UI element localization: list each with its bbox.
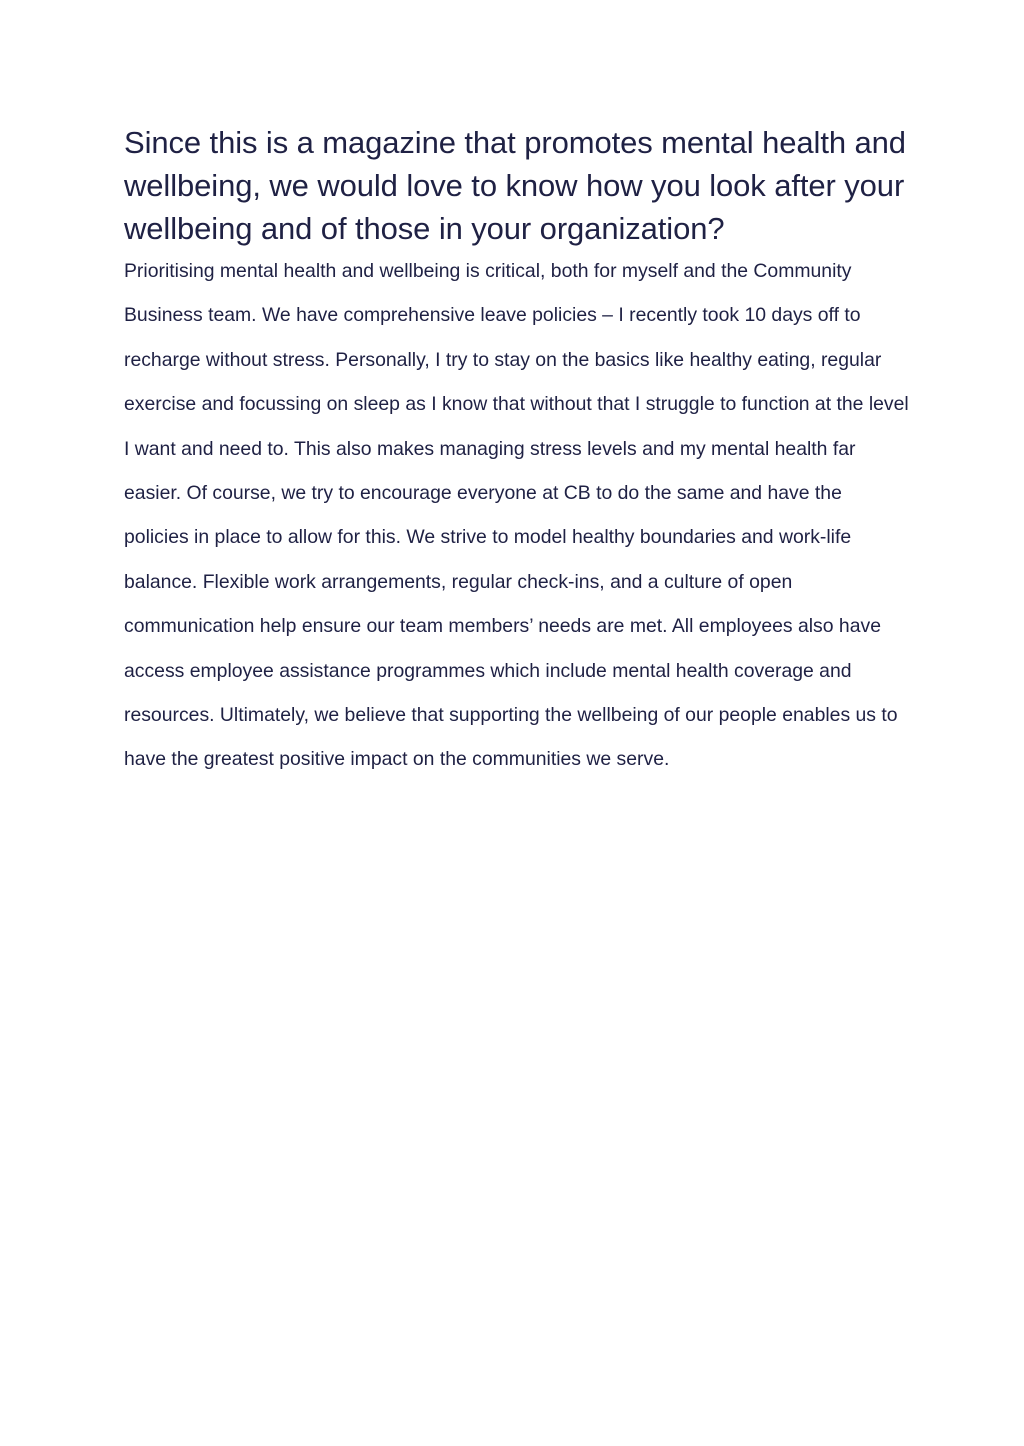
interview-question: Since this is a magazine that promotes mental health and wellbeing, we would love to know how you look after your wellbeing and of those in your organization? bbox=[124, 125, 906, 246]
article-section bbox=[124, 121, 909, 782]
interview-answer: Prioritising mental health and wellbeing is critical, both for myself and the Community Business team. We have comprehensive leave policies – I recently took 10 days off to recharge without stress. Personally, I try to stay on the basics like healthy eating, regular exercise and focussing on sleep as I know that without that I struggle to function at the level I want and need to. This also makes managing stress levels and my mental health far easier. Of course, we try to encourage everyone at CB to do the same and have the policies in place to allow for this. We strive to model healthy boundaries and work-life balance. Flexible work arrangements, regular check-ins, and a culture of open communication help ensure our team members’ needs are met. All employees also have access employee assistance programmes which include mental health coverage and resources. Ultimately, we believe that supporting the wellbeing of our people enables us to have the greatest positive impact on the communities we serve. bbox=[124, 260, 909, 771]
